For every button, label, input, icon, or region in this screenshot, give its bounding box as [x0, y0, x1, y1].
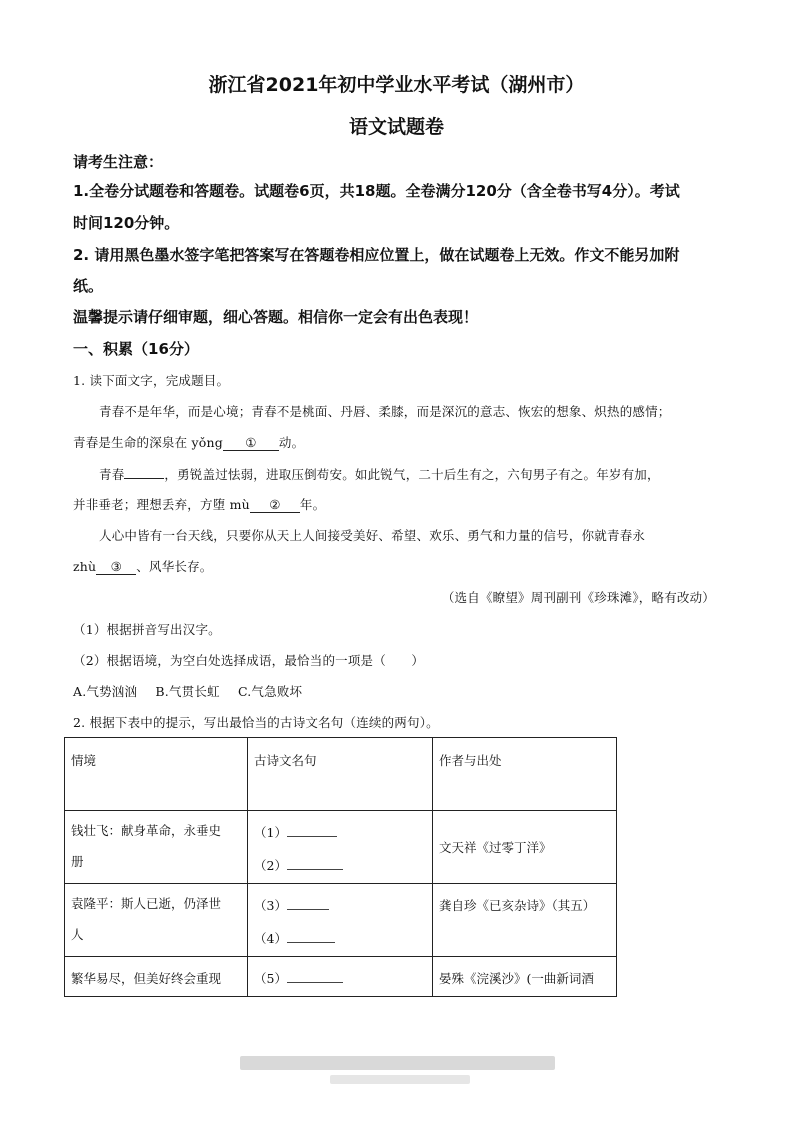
blank-label-3: （3） [254, 898, 287, 913]
notice-item1-line2: 时间120分钟。 [73, 214, 180, 232]
q1-p2-line1-rest: ，勇锐盖过怯弱，进取压倒苟安。如此锐气，二十后生有之，六旬男子有之。年岁有加， [164, 467, 660, 482]
q1-p1-line1: 青春不是年华，而是心境；青春不是桃面、丹唇、柔膝，而是深沉的意志、恢宏的想象、炽热的感情； [99, 404, 671, 419]
notice-tip: 温馨提示请仔细审题，细心答题。相信你一定会有出色表现！ [73, 308, 479, 326]
table-row [65, 811, 617, 884]
row2-source: 龚自珍《已亥杂诗》（其五） [433, 884, 617, 957]
q1-sub2: （2）根据语境，为空白处选择成语，最恰当的一项是（ ） [73, 653, 425, 668]
option-c[interactable]: C.气急败坏 [237, 684, 303, 699]
row2-context [65, 884, 248, 957]
notice-item2-line2: 纸。 [73, 277, 104, 295]
q2-stem: 2. 根据下表中的提示，写出最恰当的古诗文名句（连续的两句）。 [73, 715, 439, 730]
idiom-blank[interactable] [124, 464, 164, 479]
section-heading: 一、积累（16分） [73, 340, 199, 358]
answer-line-2[interactable] [287, 856, 343, 870]
q1-p1-line2-text: 青春是生命的深泉在 yǒng [73, 435, 223, 450]
q1-p3-line2 [73, 557, 213, 575]
q1-p3-line2-end: 、风华长存。 [136, 559, 213, 574]
footer-watermark-2 [330, 1075, 470, 1084]
table-header-row [65, 738, 617, 811]
q1-p2-line2-text: 并非垂老；理想丢弃，方堕 mù [73, 497, 250, 512]
q1-stem: 1. 读下面文字，完成题目。 [73, 373, 230, 388]
answer-line-3[interactable] [287, 896, 329, 910]
row1-context-l1: 钱壮飞：献身革命，永垂史 [71, 823, 222, 838]
blank-1[interactable]: ① [223, 436, 279, 451]
header-verse: 古诗文名句 [248, 738, 433, 811]
row1-context-l2: 册 [71, 854, 84, 869]
blank-label-1: （1） [254, 825, 287, 840]
answer-line-1[interactable] [287, 823, 337, 837]
q1-options [73, 682, 302, 700]
q1-p1-line2-end: 动。 [278, 435, 305, 450]
page-title: 浙江省2021年初中学业水平考试（湖州市） [208, 74, 585, 96]
table-row [65, 957, 617, 997]
q1-p2-line2 [73, 495, 325, 513]
row3-context: 繁华易尽，但美好终会重现 [65, 957, 248, 997]
row2-verse [248, 884, 433, 957]
q1-sub1: （1）根据拼音写出汉字。 [73, 622, 221, 637]
q1-p2-line1-start: 青春 [99, 467, 125, 482]
q1-p2-line1 [99, 464, 660, 483]
row3-source: 晏殊《浣溪沙》(一曲新词酒 [433, 957, 617, 997]
answer-line-4[interactable] [287, 929, 335, 943]
notice-heading: 请考生注意： [73, 153, 164, 171]
option-b[interactable]: B.气贯长虹 [155, 684, 220, 699]
header-context: 情境 [65, 738, 248, 811]
page-subtitle: 语文试题卷 [348, 116, 444, 138]
q1-p3-line1: 人心中皆有一台天线，只要你从天上人间接受美好、希望、欢乐、勇气和力量的信号，你就青春永 [99, 528, 646, 543]
row3-verse [248, 957, 433, 997]
blank-label-2: （2） [254, 858, 287, 873]
header-source: 作者与出处 [433, 738, 617, 811]
q1-p1-line2 [73, 433, 304, 451]
q1-source: （选自《瞭望》周刊副刊《珍珠滩》，略有改动） [441, 590, 715, 605]
footer-watermark [240, 1056, 555, 1070]
row1-context [65, 811, 248, 884]
row2-context-l2: 人 [71, 927, 84, 942]
blank-3[interactable]: ③ [96, 560, 136, 575]
table-row [65, 884, 617, 957]
row2-context-l1: 袁隆平：斯人已逝，仍泽世 [71, 896, 222, 911]
blank-label-5: （5） [254, 971, 287, 986]
blank-label-4: （4） [254, 931, 287, 946]
option-a[interactable]: A.气势汹汹 [73, 684, 138, 699]
q1-p3-line2-text: zhù [73, 559, 97, 574]
blank-2[interactable]: ② [250, 498, 300, 513]
notice-item1-line1: 1.全卷分试题卷和答题卷。试题卷6页，共18题。全卷满分120分（含全卷书写4分）。考试 [73, 182, 680, 200]
row1-verse [248, 811, 433, 884]
answer-line-5[interactable] [287, 969, 343, 983]
notice-item2-line1: 2. 请用黑色墨水签字笔把答案写在答题卷相应位置上，做在试题卷上无效。作文不能另加附 [73, 246, 680, 264]
q2-table [64, 737, 617, 997]
q1-p2-line2-end: 年。 [299, 497, 326, 512]
row1-source: 文天祥《过零丁洋》 [433, 811, 617, 884]
